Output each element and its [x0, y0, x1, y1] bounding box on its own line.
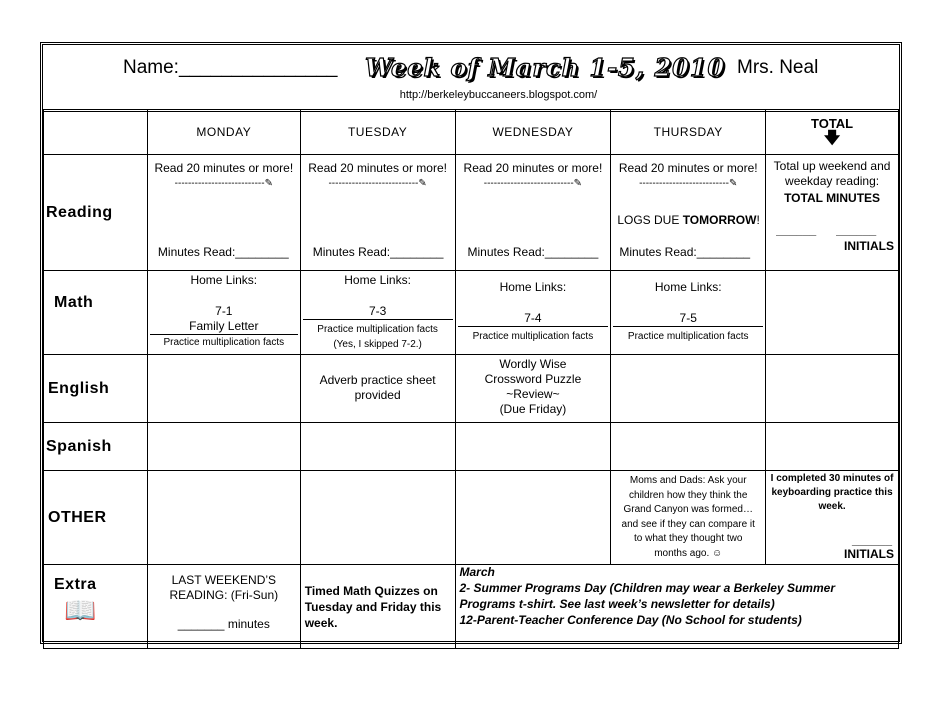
- planner-frame: [40, 42, 902, 644]
- math-wednesday: [455, 271, 611, 355]
- initials-label: INITIALS: [844, 239, 894, 253]
- home-links-label: Home Links:: [654, 280, 722, 294]
- minutes-read-field: Minutes Read:________: [619, 245, 751, 259]
- math-tuesday: [300, 271, 455, 355]
- math-row: [44, 271, 899, 355]
- reading-dashes: ---------------------------✎: [639, 178, 738, 189]
- spanish-label-cell: [44, 423, 148, 471]
- reading-thursday: [611, 155, 766, 271]
- logs-due-note: LOGS DUE TOMORROW!: [617, 213, 760, 227]
- pencil-icon: ✎: [573, 178, 583, 189]
- reading-assignment: Read 20 minutes or more!: [618, 161, 758, 175]
- reading-total: [766, 155, 899, 271]
- wordly-wise-line2: Crossword Puzzle: [484, 372, 582, 386]
- reading-dashes: ---------------------------✎: [174, 178, 273, 189]
- timed-quiz-note: Timed Math Quizzes on Tuesday and Friday this week.: [304, 584, 442, 630]
- header-thursday: THURSDAY: [611, 110, 766, 155]
- other-label: OTHER: [48, 509, 107, 526]
- practice-note: Practice multiplication facts: [303, 319, 453, 337]
- student-name-field: Name:_______________: [123, 57, 338, 78]
- pencil-icon: ✎: [264, 178, 273, 189]
- event-conference-day: 12-Parent-Teacher Conference Day (No School for students): [459, 613, 802, 627]
- home-links-label: Home Links:: [190, 273, 258, 287]
- header-tuesday: TUESDAY: [300, 110, 455, 155]
- header-total: [766, 110, 899, 155]
- other-wednesday: [455, 471, 611, 565]
- english-label: English: [48, 380, 110, 397]
- practice-note: Practice multiplication facts: [613, 326, 763, 344]
- reading-assignment: Read 20 minutes or more!: [308, 161, 447, 175]
- reading-total-text: Total up weekend and weekday reading:: [773, 159, 891, 188]
- reading-dashes: ---------------------------✎: [483, 178, 583, 189]
- other-label-cell: [44, 471, 148, 565]
- reading-label: Reading: [46, 204, 113, 221]
- reading-wednesday: [455, 155, 611, 271]
- wordly-wise-line4: (Due Friday): [499, 402, 567, 416]
- pencil-icon: ✎: [728, 178, 738, 189]
- extra-label: Extra: [54, 576, 97, 593]
- other-row: [44, 471, 899, 565]
- adverb-sheet-line1: Adverb practice sheet: [319, 373, 436, 387]
- home-links-label: Home Links:: [499, 280, 567, 294]
- header-wednesday: WEDNESDAY: [455, 110, 611, 155]
- practice-note: Practice multiplication facts: [150, 334, 298, 350]
- math-label-cell: [44, 271, 148, 355]
- reading-row: [44, 155, 899, 271]
- other-tuesday: [300, 471, 455, 565]
- practice-note: Practice multiplication facts: [458, 326, 609, 344]
- event-summer-programs: 2- Summer Programs Day (Children may wear a Berkeley Summer Programs t-shirt. See last week’s newsletter for details): [459, 581, 835, 611]
- total-minutes-label: TOTAL MINUTES: [784, 191, 881, 205]
- keyboarding-note: I completed 30 minutes of keyboarding practice this week.: [770, 473, 894, 512]
- english-wednesday: [455, 355, 611, 423]
- english-tuesday: [300, 355, 455, 423]
- english-row: [44, 355, 899, 423]
- total-label: TOTAL: [811, 116, 854, 131]
- other-total: [766, 471, 899, 565]
- down-arrow-icon: 🡇: [823, 130, 841, 147]
- reading-label-cell: [44, 155, 148, 271]
- week-title: Week of March 1-5, 2010: [365, 53, 726, 82]
- spanish-total: [766, 423, 899, 471]
- spanish-monday: [147, 423, 300, 471]
- home-link-number: 7-1: [215, 304, 233, 318]
- initials-blank: ______: [851, 533, 892, 547]
- day-header-row: [44, 110, 899, 155]
- home-link-number: 7-5: [679, 311, 697, 325]
- weekend-minutes-field: _______ minutes: [177, 617, 270, 631]
- reading-assignment: Read 20 minutes or more!: [463, 161, 603, 175]
- total-blank-1: ______: [776, 223, 817, 237]
- assignment-grid: [43, 109, 899, 649]
- extra-tuesday: [300, 565, 455, 649]
- extra-events: [455, 565, 899, 649]
- wordly-wise-line1: Wordly Wise: [499, 357, 567, 371]
- planner-header: [43, 45, 899, 112]
- blog-url: http://berkeleybuccaneers.blogspot.com/: [399, 89, 598, 101]
- weekend-reading-line2: READING: (Fri-Sun): [169, 588, 279, 602]
- home-link-number: 7-3: [368, 304, 387, 318]
- spanish-label: Spanish: [46, 438, 112, 455]
- english-monday: [147, 355, 300, 423]
- skip-note: (Yes, I skipped 7-2.): [333, 339, 422, 350]
- adverb-sheet-line2: provided: [354, 388, 401, 402]
- math-monday: [147, 271, 300, 355]
- spanish-thursday: [611, 423, 766, 471]
- math-thursday: [611, 271, 766, 355]
- teacher-name: Mrs. Neal: [737, 57, 819, 78]
- corner-cell: [44, 110, 148, 155]
- home-link-number: 7-4: [524, 311, 542, 325]
- book-icon: 📖: [64, 595, 97, 625]
- initials-label: INITIALS: [844, 547, 894, 561]
- english-thursday: [611, 355, 766, 423]
- total-blank-2: ______: [836, 223, 877, 237]
- minutes-read-field: Minutes Read:________: [467, 245, 599, 259]
- home-link-extra: Family Letter: [189, 319, 259, 333]
- grand-canyon-note: Moms and Dads: Ask your children how they think the Grand Canyon was formed…and see if they can compare it to what they thought two months ago. ☺: [621, 475, 755, 559]
- extra-monday: [147, 565, 300, 649]
- minutes-read-field: Minutes Read:________: [157, 245, 289, 259]
- other-thursday: [611, 471, 766, 565]
- reading-monday: [147, 155, 300, 271]
- reading-tuesday: [300, 155, 455, 271]
- reading-assignment: Read 20 minutes or more!: [154, 161, 294, 175]
- spanish-tuesday: [300, 423, 455, 471]
- wordly-wise-line3: ~Review~: [506, 387, 560, 401]
- weekend-reading-line1: LAST WEEKEND’S: [171, 573, 277, 587]
- other-monday: [147, 471, 300, 565]
- reading-dashes: ---------------------------✎: [328, 178, 427, 189]
- math-label: Math: [54, 293, 94, 311]
- extra-row: [44, 565, 899, 649]
- spanish-row: [44, 423, 899, 471]
- spanish-wednesday: [455, 423, 611, 471]
- home-links-label: Home Links:: [344, 273, 411, 287]
- pencil-icon: ✎: [418, 178, 427, 189]
- english-total: [766, 355, 899, 423]
- english-label-cell: [44, 355, 148, 423]
- events-month: March: [459, 565, 495, 579]
- header-monday: MONDAY: [147, 110, 300, 155]
- extra-label-cell: [44, 565, 148, 649]
- math-total: [766, 271, 899, 355]
- minutes-read-field: Minutes Read:________: [312, 245, 444, 259]
